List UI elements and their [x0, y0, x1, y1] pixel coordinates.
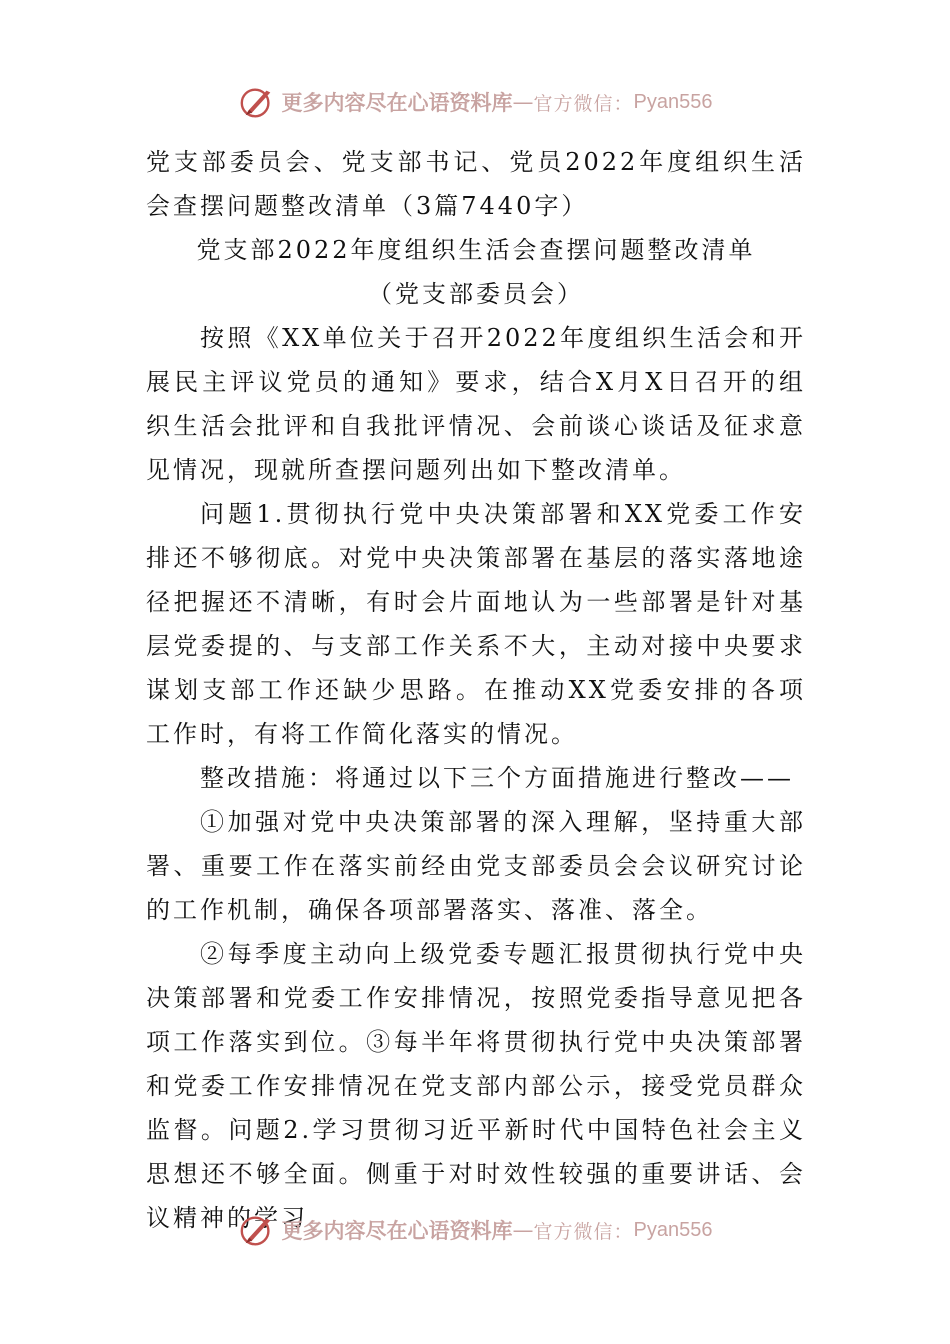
watermark-contact-id: Pyan556 [633, 90, 713, 113]
watermark-contact-id: Pyan556 [633, 1218, 713, 1241]
watermark-separator: — [512, 1218, 534, 1242]
pen-logo-icon [238, 1211, 276, 1249]
watermark-contact-label: 官方微信： [533, 1220, 634, 1243]
paragraph-measure-2: ②每季度主动向上级党委专题汇报贯彻执行党中央决策部署和党委工作安排情况，按照党委指导意见把各项工作落实到位。③每半年将贯彻执行党中央决策部署和党委工作安排情况在党支部内部公示，接受党员群众监督。问题2.学习贯彻习近平新时代中国特色社会主义思想还不够全面。侧重于对时效性较强的重要讲话、会议精神的学习 [146, 940, 806, 1232]
document-body [146, 140, 806, 1240]
paragraph-measure-1: ①加强对党中央决策部署的深入理解，坚持重大部署、重要工作在落实前经由党支部委员会会议研究讨论的工作机制，确保各项部署落实、落准、落全。 [146, 808, 806, 924]
document-subtitle-2: （党支部委员会） [368, 280, 584, 308]
watermark-brand: 更多内容尽在心语资料库 [281, 91, 513, 115]
watermark-banner-top [0, 80, 950, 124]
paragraph-problem-1: 问题1.贯彻执行党中央决策部署和XX党委工作安排还不够彻底。对党中央决策部署在基层的落实落地途径把握还不清晰，有时会片面地认为一些部署是针对基层党委提的、与支部工作关系不大，主动对接中央要求谋划支部工作还缺少思路。在推动XX党委安排的各项工作时，有将工作简化落实的情况。 [146, 500, 806, 748]
document-heading: 党支部委员会、党支部书记、党员2022年度组织生活会查摆问题整改清单（3篇7440字） [146, 148, 806, 220]
watermark-contact-label: 官方微信： [533, 92, 634, 115]
paragraph-intro: 按照《XX单位关于召开2022年度组织生活会和开展民主评议党员的通知》要求，结合X月X日召开的组织生活会批评和自我批评情况、会前谈心谈话及征求意见情况，现就所查摆问题列出如下整改清单。 [146, 324, 806, 484]
watermark-banner-bottom [0, 1208, 950, 1252]
document-subtitle: 党支部2022年度组织生活会查摆问题整改清单 [196, 236, 756, 264]
watermark-brand: 更多内容尽在心语资料库 [281, 1219, 513, 1243]
watermark-separator: — [512, 90, 534, 114]
paragraph-measures: 整改措施：将通过以下三个方面措施进行整改—— [200, 764, 794, 792]
pen-logo-icon [238, 83, 276, 121]
